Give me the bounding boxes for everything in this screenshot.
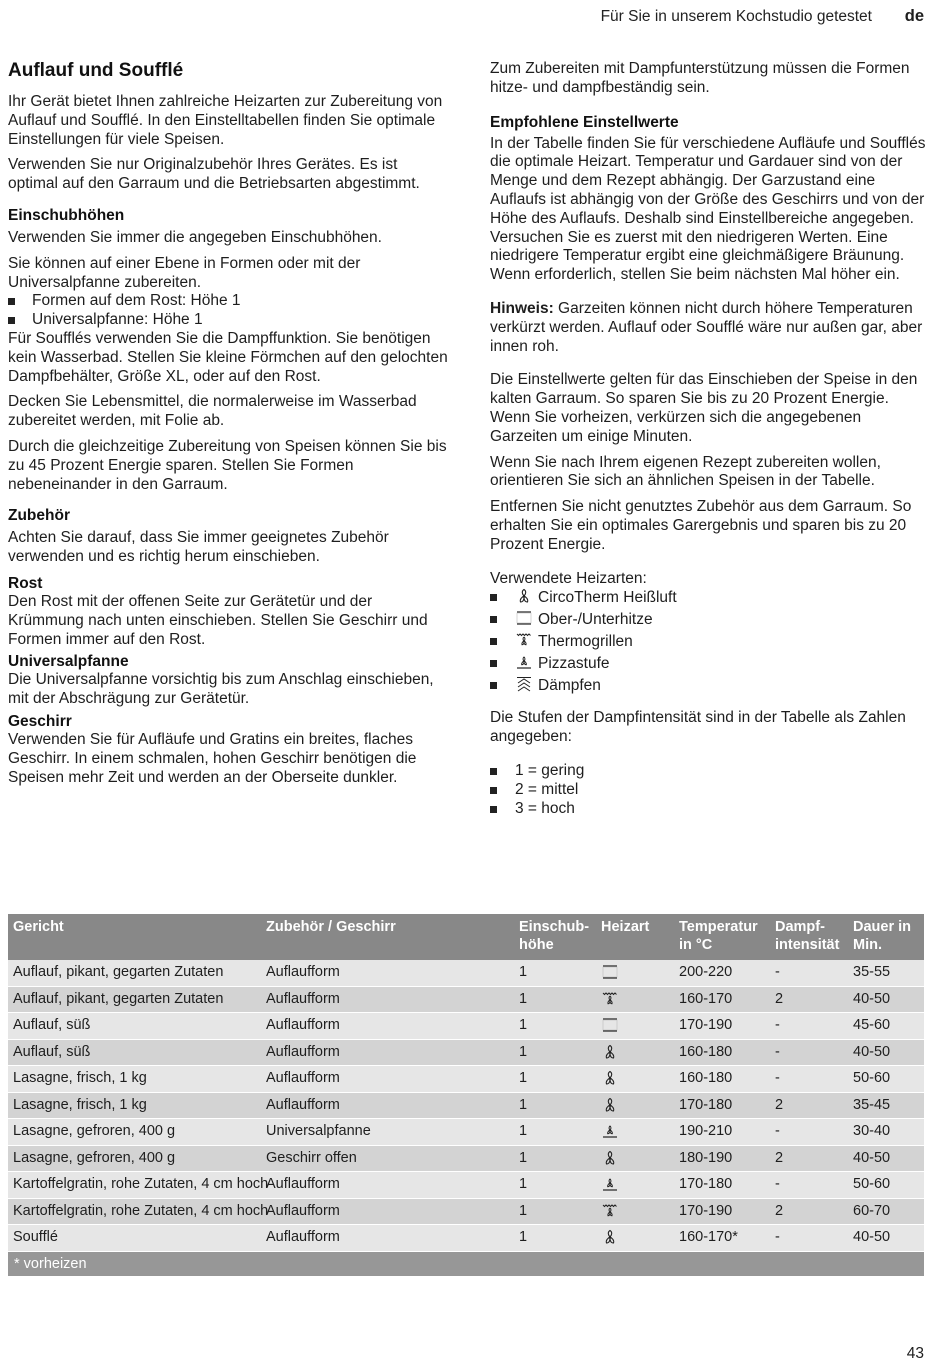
table-row <box>8 1066 924 1093</box>
cell-level: 1 <box>519 1229 528 1245</box>
ober-unterhitze-icon <box>601 964 619 989</box>
right-paragraph-4: Entfernen Sie nicht genutztes Zubehör aus dem Garraum. So erhalten Sie ein optimales Garergebnis und sparen bis zu 20 Prozent Energie. <box>490 498 912 553</box>
hinweis-paragraph <box>490 300 930 356</box>
bullet-icon <box>490 660 497 667</box>
right-paragraph-3: Wenn Sie nach Ihrem eigenen Rezept zubereiten wollen, orientieren Sie sich an ähnlichen Speisen in der Tabelle. <box>490 453 881 490</box>
header-einschubhoehe: Einschub- höhe <box>519 919 590 953</box>
cell-temperature: 160-170 <box>679 990 733 1007</box>
header-dampfintensitaet: Dampf- intensität <box>775 919 840 953</box>
header-temperatur: Temperatur in °C <box>679 919 758 953</box>
cell-duration: 35-45 <box>853 1096 891 1113</box>
cell-level: 1 <box>519 990 528 1007</box>
cell-dish: Auflauf, pikant, gegarten Zutaten <box>13 990 224 1007</box>
intro-paragraph-2: Verwenden Sie nur Originalzubehör Ihres Gerätes. Es ist optimal auf den Garraum und die Betriebsarten abgestimmt. <box>8 156 420 193</box>
cell-steam: - <box>775 964 780 980</box>
einschub-list <box>8 292 448 330</box>
cell-duration: 40-50 <box>853 1229 891 1245</box>
einschub-paragraph-4: Decken Sie Lebensmittel, die normalerweise im Wasserbad zubereitet werden, mit Folie ab. <box>8 393 417 430</box>
cell-accessory: Auflaufform <box>266 1202 340 1219</box>
cell-duration: 60-70 <box>853 1202 891 1219</box>
cell-accessory: Auflaufform <box>266 964 340 980</box>
zubehoer-paragraph: Achten Sie darauf, dass Sie immer geeignetes Zubehör verwenden und es richtig herum einschieben. <box>8 529 389 566</box>
pizzastufe-icon <box>601 1176 619 1201</box>
list-item: Dämpfen <box>490 676 930 698</box>
cell-level: 1 <box>519 1043 528 1060</box>
heizarten-list <box>490 588 930 697</box>
intro-paragraph-1: Ihr Gerät bietet Ihnen zahlreiche Heizarten zur Zubereitung von Auflauf und Soufflé. In den Einstelltabellen finden Sie optimale Einstellungen für viele Speisen. <box>8 93 443 148</box>
geschirr-heading: Geschirr <box>8 712 72 730</box>
cell-steam: - <box>775 1176 780 1192</box>
cell-steam: 2 <box>775 1149 784 1166</box>
table-row <box>8 1199 924 1226</box>
pfanne-heading: Universalpfanne <box>8 653 129 671</box>
cell-dish: Lasagne, gefroren, 400 g <box>13 1149 176 1166</box>
left-column <box>8 59 448 794</box>
cell-accessory: Auflaufform <box>266 1017 340 1033</box>
header-zubehoer: Zubehör / Geschirr <box>266 919 396 935</box>
cell-dish: Lasagne, frisch, 1 kg <box>13 1096 147 1113</box>
cell-duration: 35-55 <box>853 964 891 980</box>
cell-steam: - <box>775 1123 780 1139</box>
list-item: Formen auf dem Rost: Höhe 1 <box>8 292 448 311</box>
list-item: CircoTherm Heißluft <box>490 588 930 610</box>
cell-temperature: 190-210 <box>679 1123 733 1139</box>
header-gericht: Gericht <box>13 919 64 935</box>
page-header <box>0 7 950 29</box>
cell-level: 1 <box>519 1202 528 1219</box>
einschub-paragraph-1: Verwenden Sie immer die angegeben Einschubhöhen. <box>8 228 382 246</box>
cell-steam: - <box>775 1043 780 1060</box>
rost-heading: Rost <box>8 574 43 592</box>
bullet-icon <box>8 298 15 305</box>
right-paragraph-1: Zum Zubereiten mit Dampfunterstützung müssen die Formen hitze- und dampfbeständig sein. <box>490 60 910 96</box>
rost-text: Den Rost mit der offenen Seite zur Gerätetür und der Krümmung nach unten einschieben. Stellen Sie Geschirr und Formen immer auf den Rost. <box>8 592 428 648</box>
cell-accessory: Universalpfanne <box>266 1123 371 1139</box>
bullet-icon <box>490 638 497 645</box>
cell-level: 1 <box>519 1176 528 1192</box>
stufen-paragraph: Die Stufen der Dampfintensität sind in der Tabelle als Zahlen angegeben: <box>490 709 906 746</box>
cell-steam: 2 <box>775 1096 784 1113</box>
cell-duration: 50-60 <box>853 1070 891 1086</box>
table-row <box>8 1040 924 1067</box>
header-title: Für Sie in unserem Kochstudio getestet <box>600 8 872 25</box>
geschirr-block <box>8 712 448 787</box>
rost-block <box>8 574 448 649</box>
cell-steam: - <box>775 1229 780 1245</box>
cell-temperature: 170-190 <box>679 1017 733 1033</box>
cell-accessory: Geschirr offen <box>266 1149 357 1166</box>
table-footnote <box>8 1252 924 1276</box>
table-row <box>8 1172 924 1199</box>
ober-unterhitze-icon <box>601 1017 619 1042</box>
pizzastufe-icon <box>515 654 533 676</box>
cell-level: 1 <box>519 1123 528 1139</box>
page-number: 43 <box>906 1345 924 1362</box>
list-item: 1 = gering <box>490 762 930 781</box>
cell-level: 1 <box>519 1070 528 1086</box>
list-item: Thermogrillen <box>490 632 930 654</box>
geschirr-text: Verwenden Sie für Aufläufe und Gratins ein breites, flaches Geschirr. In einem schmalen, hohen Geschirr benötigen die Speisen mehr Zeit und werden an der Oberseite dunkler. <box>8 730 417 786</box>
settings-table <box>8 914 924 1276</box>
bullet-icon <box>490 806 497 813</box>
einschub-heading: Einschubhöhen <box>8 206 125 224</box>
bullet-icon <box>490 682 497 689</box>
bullet-icon <box>490 616 497 623</box>
cell-temperature: 160-180 <box>679 1070 733 1086</box>
table-row <box>8 987 924 1014</box>
bullet-icon <box>490 787 497 794</box>
table-row <box>8 1146 924 1173</box>
cell-level: 1 <box>519 964 528 980</box>
table-row <box>8 1225 924 1252</box>
bullet-icon <box>490 594 497 601</box>
heizarten-label: Verwendete Heizarten: <box>490 569 647 587</box>
header-language: de <box>904 7 924 25</box>
list-item: 2 = mittel <box>490 781 930 800</box>
section-title: Auflauf und Soufflé <box>8 60 184 81</box>
cell-steam: 2 <box>775 1202 784 1219</box>
cell-accessory: Auflaufform <box>266 1070 340 1086</box>
right-paragraph-2: Die Einstellwerte gelten für das Einschieben der Speise in den kalten Garraum. So sparen Sie bis zu 20 Prozent Energie. Wenn Sie vorheizen, verkürzen sich die angegebenen Garzeiten um einige Minuten. <box>490 371 918 445</box>
cell-dish: Auflauf, pikant, gegarten Zutaten <box>13 964 224 980</box>
cell-dish: Soufflé <box>13 1229 58 1245</box>
einschub-paragraph-5: Durch die gleichzeitige Zubereitung von Speisen können Sie bis zu 45 Prozent Energie sparen. Stellen Sie Formen nebeneinander in den Garraum. <box>8 437 447 493</box>
pfanne-text: Die Universalpfanne vorsichtig bis zum Anschlag einschieben, mit der Abschrägung zur Gerätetür. <box>8 671 434 708</box>
circotherm-icon <box>601 1044 619 1069</box>
cell-level: 1 <box>519 1096 528 1113</box>
cell-steam: 2 <box>775 990 784 1007</box>
cell-dish: Lasagne, frisch, 1 kg <box>13 1070 147 1086</box>
table-row <box>8 1093 924 1120</box>
cell-level: 1 <box>519 1149 528 1166</box>
table-body <box>8 960 924 1252</box>
header-heizart: Heizart <box>601 919 650 935</box>
cell-dish: Lasagne, gefroren, 400 g <box>13 1123 176 1139</box>
hinweis-text: Garzeiten können nicht durch höhere Temperaturen verkürzt werden. Auflauf oder Soufflé wäre nur außen gar, aber innen roh. <box>490 299 923 355</box>
ober-unterhitze-icon <box>515 610 533 632</box>
cell-dish: Auflauf, süß <box>13 1043 91 1060</box>
pizzastufe-icon <box>601 1123 619 1148</box>
cell-temperature: 160-170* <box>679 1229 738 1245</box>
circotherm-icon <box>601 1097 619 1122</box>
stufen-list <box>490 762 930 818</box>
cell-accessory: Auflaufform <box>266 1229 340 1245</box>
table-row <box>8 960 924 987</box>
cell-accessory: Auflaufform <box>266 1176 340 1192</box>
right-column <box>490 60 930 818</box>
list-item: Universalpfanne: Höhe 1 <box>8 311 448 330</box>
pfanne-block <box>8 652 448 709</box>
einschub-paragraph-2: Sie können auf einer Ebene in Formen oder mit der Universalpfanne zubereiten. <box>8 254 361 291</box>
thermogrillen-icon <box>601 1203 619 1228</box>
footnote-text: * vorheizen <box>14 1255 87 1272</box>
list-item: Ober-/Unterhitze <box>490 610 930 632</box>
cell-accessory: Auflaufform <box>266 1096 340 1113</box>
bullet-icon <box>490 768 497 775</box>
empfohlene-paragraph: In der Tabelle finden Sie für verschiedene Aufläufe und Soufflés die optimale Heizart. Temperatur und Gardauer sind von der Menge und dem Rezept abhängig. Der Garzustand eine Auflaufs ist abhängig von der Größe des Geschirrs und von der Höhe des Auflaufs. Deshalb sind Einstellbereiche angegeben. Versuchen Sie es zuerst mit den niedrigeren Werten. Eine niedrigere Temperatur ergibt eine gleichmäßigere Bräunung. Wenn erforderlich, stellen Sie beim nächsten Mal höher ein. <box>490 134 926 284</box>
zubehoer-heading: Zubehör <box>8 507 70 525</box>
table-row <box>8 1013 924 1040</box>
circotherm-icon <box>515 588 533 610</box>
circotherm-icon <box>601 1150 619 1175</box>
cell-temperature: 180-190 <box>679 1149 733 1166</box>
cell-temperature: 160-180 <box>679 1043 733 1060</box>
circotherm-icon <box>601 1229 619 1254</box>
cell-dish: Auflauf, süß <box>13 1017 91 1033</box>
hinweis-label: Hinweis: <box>490 299 554 317</box>
empfohlene-heading: Empfohlene Einstellwerte <box>490 113 679 131</box>
daempfen-icon <box>515 676 533 698</box>
list-item: 3 = hoch <box>490 800 930 819</box>
header-dauer: Dauer in Min. <box>853 919 912 953</box>
cell-temperature: 170-180 <box>679 1096 733 1113</box>
einschub-paragraph-3: Für Soufflés verwenden Sie die Dampffunktion. Sie benötigen kein Wasserbad. Stellen Sie kleine Förmchen auf den gelochten Dampfbehälter, Größe XL, oder auf den Rost. <box>8 329 448 385</box>
bullet-icon <box>8 317 15 324</box>
table-row <box>8 1119 924 1146</box>
cell-duration: 40-50 <box>853 1043 891 1060</box>
cell-duration: 50-60 <box>853 1176 891 1192</box>
cell-temperature: 170-180 <box>679 1176 733 1192</box>
cell-duration: 40-50 <box>853 990 891 1007</box>
cell-duration: 30-40 <box>853 1123 891 1139</box>
cell-temperature: 170-190 <box>679 1202 733 1219</box>
thermogrillen-icon <box>515 632 533 654</box>
cell-temperature: 200-220 <box>679 964 733 980</box>
cell-level: 1 <box>519 1017 528 1033</box>
cell-dish: Kartoffelgratin, rohe Zutaten, 4 cm hoch <box>13 1176 269 1192</box>
circotherm-icon <box>601 1070 619 1095</box>
thermogrillen-icon <box>601 991 619 1016</box>
cell-duration: 40-50 <box>853 1149 891 1166</box>
cell-steam: - <box>775 1070 780 1086</box>
table-header <box>8 914 924 960</box>
cell-dish: Kartoffelgratin, rohe Zutaten, 4 cm hoch <box>13 1202 269 1219</box>
cell-duration: 45-60 <box>853 1017 891 1033</box>
list-item: Pizzastufe <box>490 654 930 676</box>
cell-steam: - <box>775 1017 780 1033</box>
cell-accessory: Auflaufform <box>266 1043 340 1060</box>
cell-accessory: Auflaufform <box>266 990 340 1007</box>
